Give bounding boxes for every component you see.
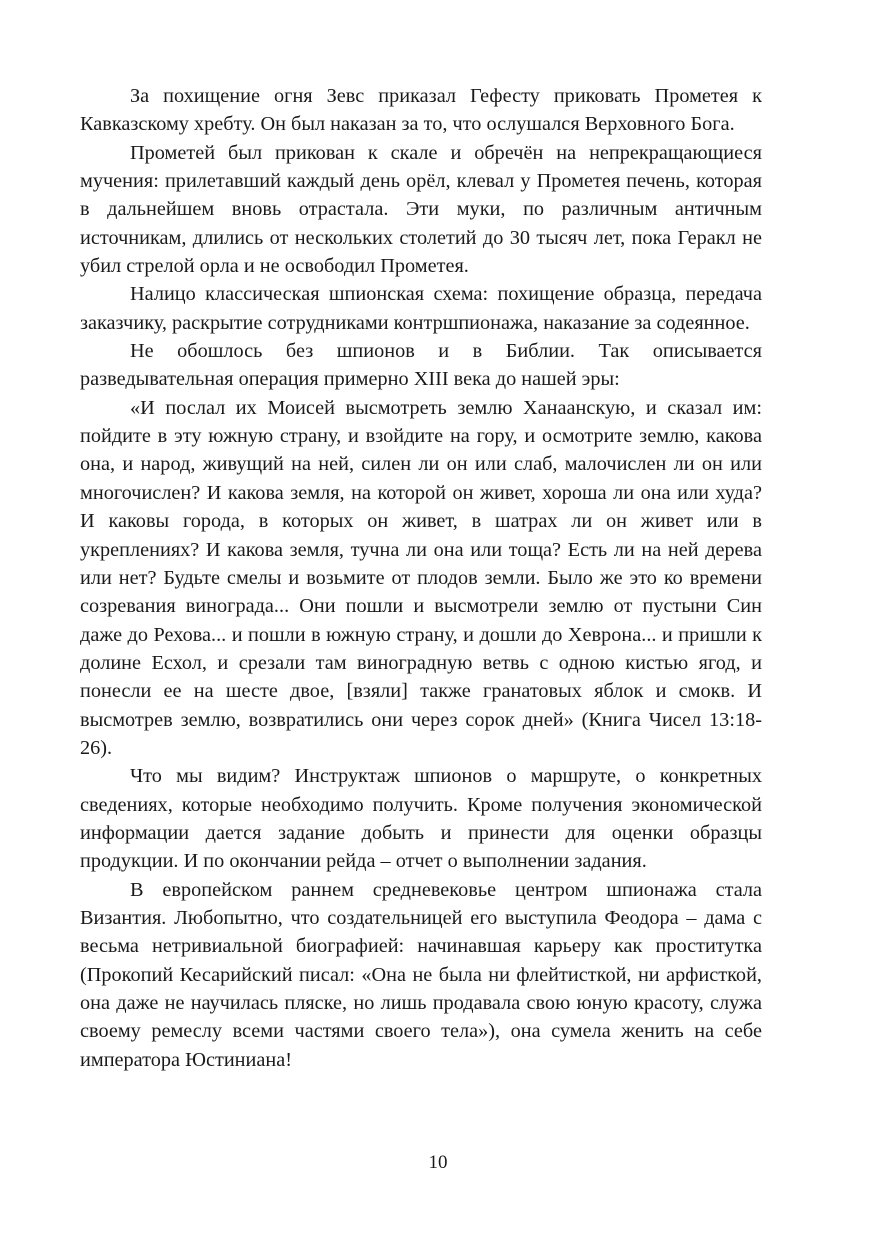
paragraph-prometheus-torment: Прометей был прикован к скале и обречён на непрекращающиеся мучения: прилетавший каждый день орёл, клевал у Прометея печень, которая в дальнейшем вновь отрастала. Эти муки, по различным античным источникам, длились от нескольких столетий до 30 тысяч лет, пока Геракл не убил стрелой орла и не освободил Прометея. bbox=[80, 141, 762, 278]
paragraph-spy-scheme: Налицо классическая шпионская схема: похищение образца, передача заказчику, раскрытие сотрудниками контршпионажа, наказание за содеянное. bbox=[80, 283, 762, 334]
paragraph-bible-quote: «И послал их Моисей высмотреть землю Ханаанскую, и сказал им: пойдите в эту южную страну, и взойдите на гору, и осмотрите землю, какова она, и народ, живущий на ней, силен ли он или слаб, малочислен ли он или многочислен? И какова земля, на которой он живет, хороша ли она или худа? И каковы города, в которых он живет, в шатрах ли он живет или в укреплениях? И какова земля, тучна ли она или тоща? Есть ли на ней дерева или нет? Будьте смелы и возьмите от плодов земли. Было же это ко времени созревания винограда... Они пошли и высмотрели землю от пустыни Син даже до Рехова... и пошли в южную страну, и дошли до Хеврона... и пришли к долине Есхол, и срезали там виноградную ветвь с одною кистью ягод, и понесли ее на шесте двое, [взяли] также гранатовых яблок и смокв. И высмотрев землю, возвратились они через сорок дней» (Книга Чисел 13:18-26). bbox=[80, 396, 762, 759]
body-text bbox=[80, 82, 762, 1074]
paragraph-analysis: Что мы видим? Инструктаж шпионов о маршруте, о конкретных сведениях, которые необходимо получить. Кроме получения экономической информации дается задание добыть и принести для оценки образцы продукции. И по окончании рейда – отчет о выполнении задания. bbox=[80, 765, 762, 873]
paragraph-byzantium: В европейском раннем средневековье центром шпионажа стала Византия. Любопытно, что создательницей его выступила Феодора – дама с весьма нетривиальной биографией: начинавшая карьеру как проститутка (Прокопий Кесарийский писал: «Она не была ни флейтисткой, ни арфисткой, она даже не научилась пляске, но лишь продавала свою юную красоту, служа своему ремеслу всеми частями своего тела»), она сумела женить на себе императора Юстиниана! bbox=[80, 878, 762, 1071]
page-number: 10 bbox=[428, 1152, 448, 1173]
paragraph-prometheus-punishment: За похищение огня Зевс приказал Гефесту приковать Прометея к Кавказскому хребту. Он был наказан за то, что ослушался Верховного Бога. bbox=[80, 85, 762, 136]
paragraph-bible-spies: Не обошлось без шпионов и в Библии. Так описывается разведывательная операция примерно XIII века до нашей эры: bbox=[80, 340, 762, 391]
